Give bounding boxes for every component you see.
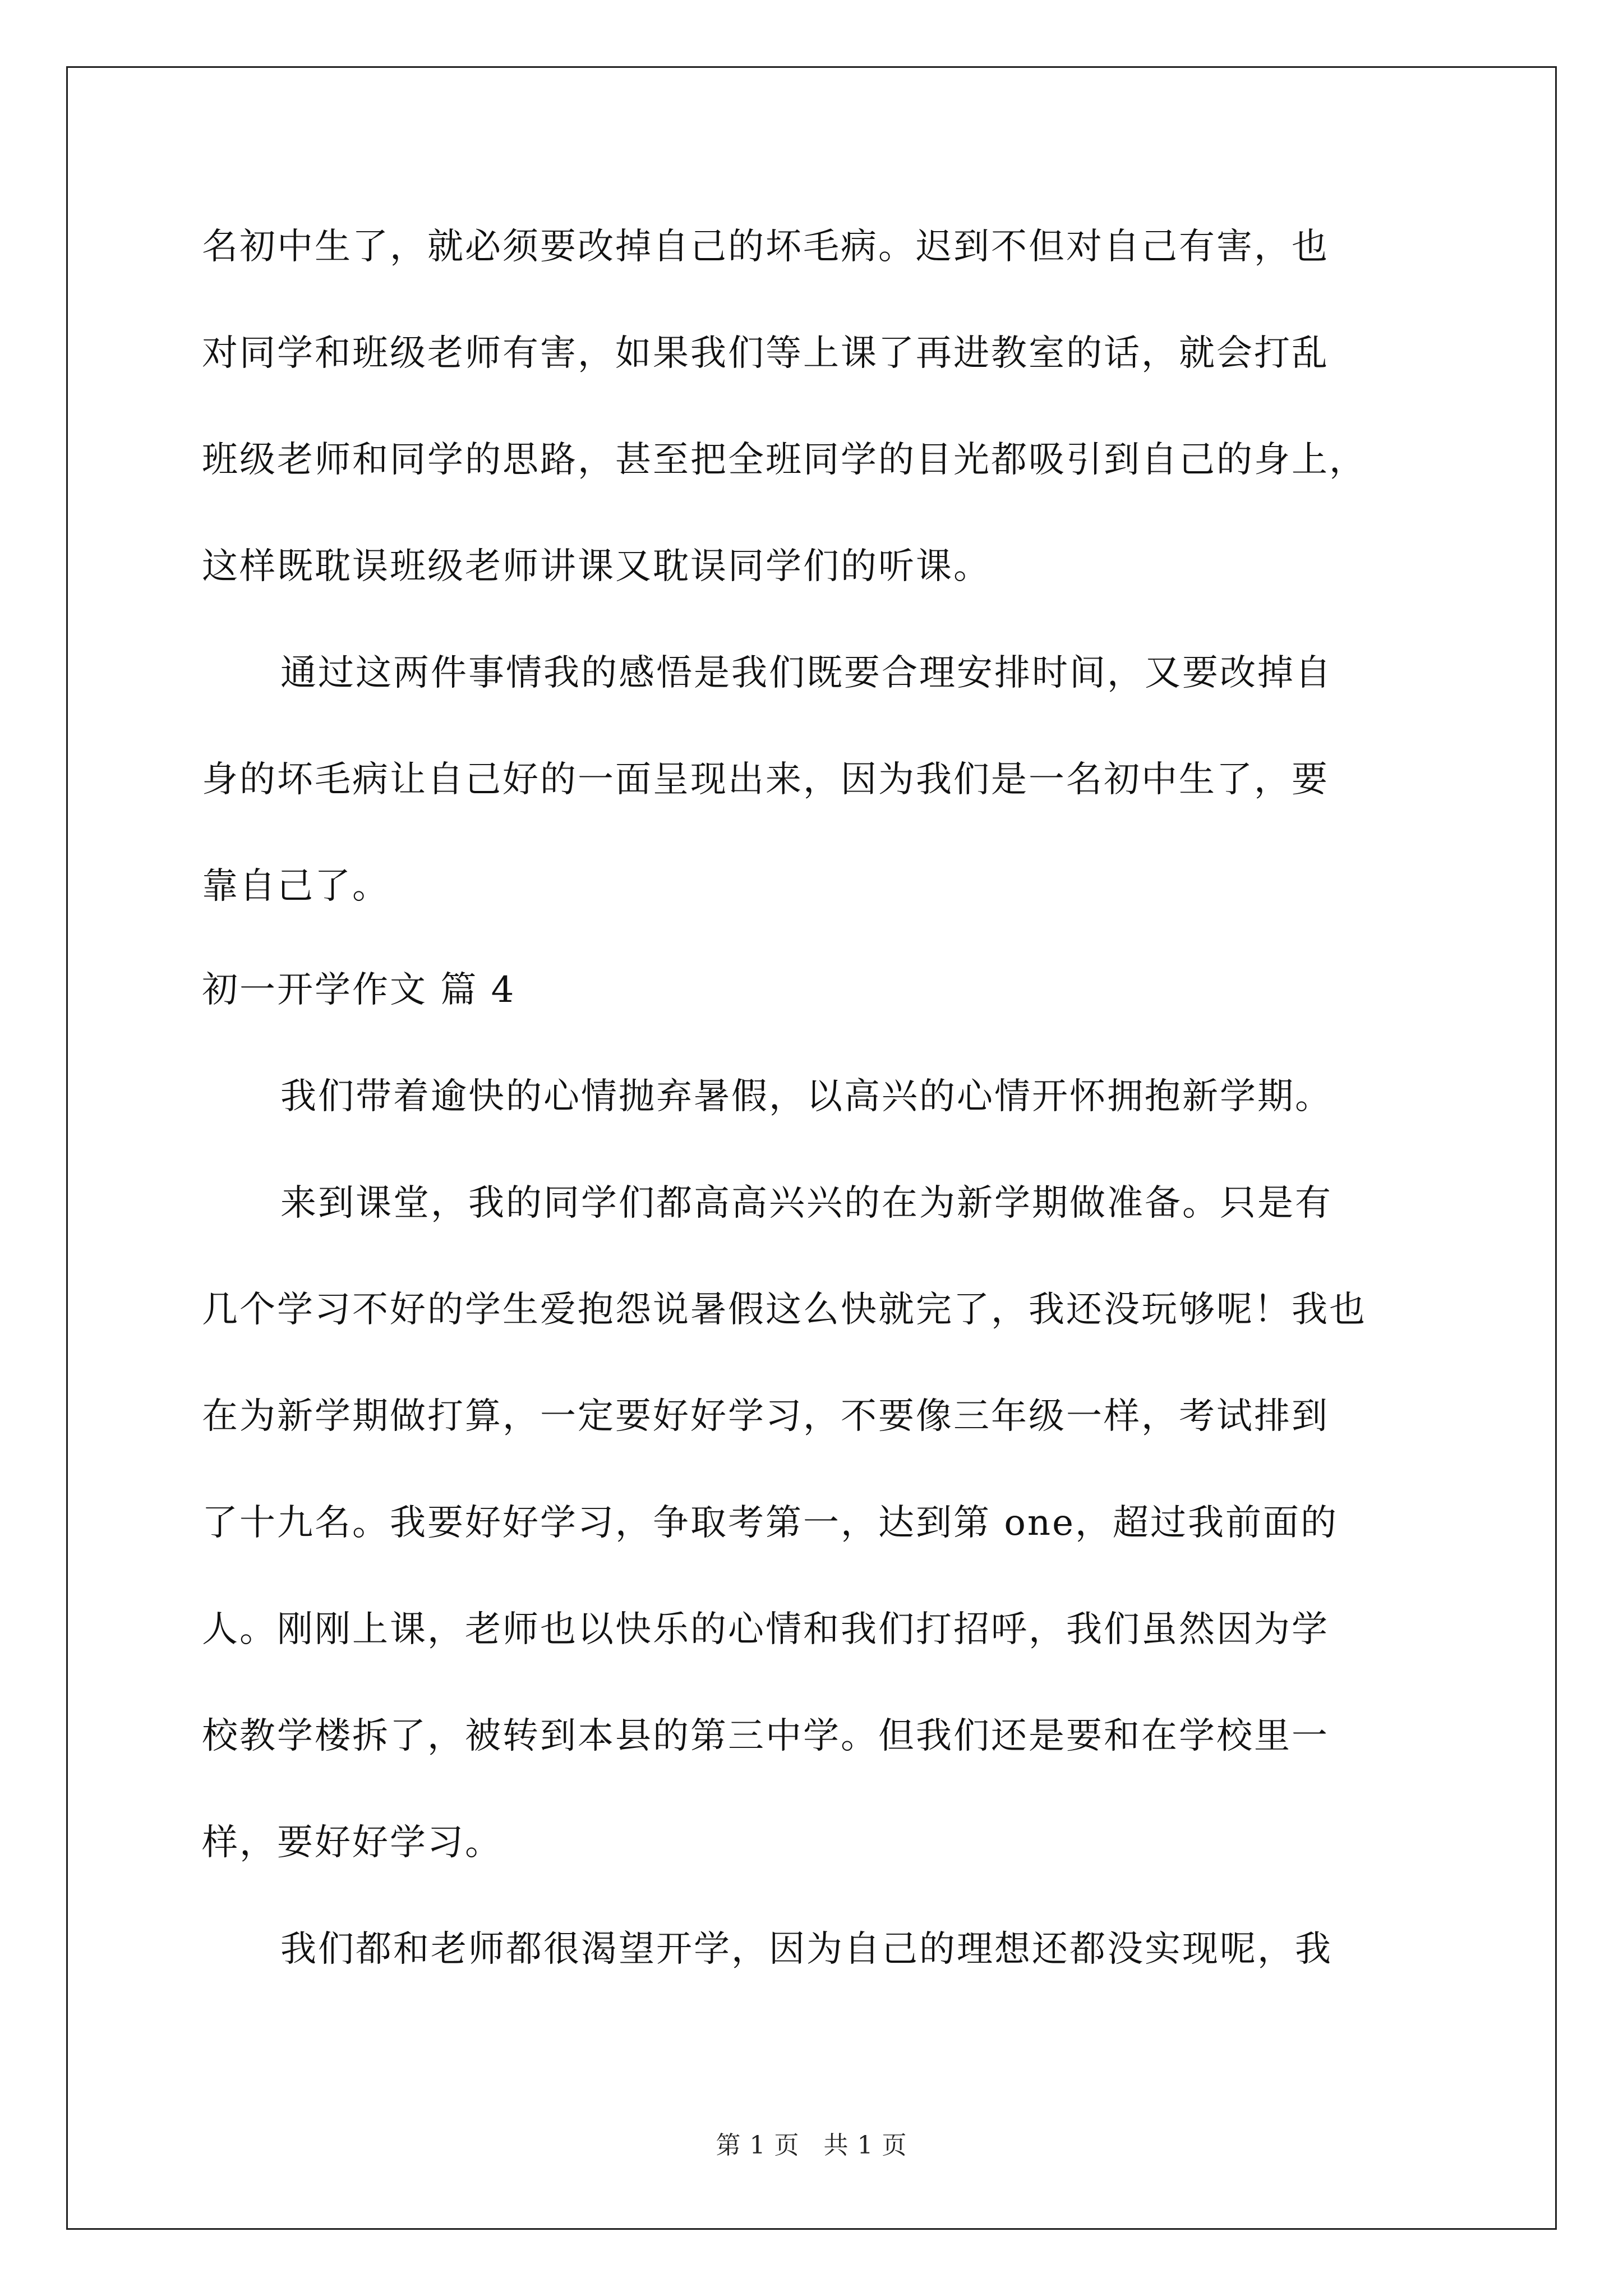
text-line-1: 名初中生了，就必须要改掉自己的坏毛病。迟到不但对自己有害，也 bbox=[202, 226, 1329, 268]
page-frame bbox=[66, 66, 1557, 2230]
page-total: 共 1 页 bbox=[823, 2131, 907, 2160]
text-line-16: 样，要好好学习。 bbox=[202, 1822, 502, 1864]
text-line-7: 靠自己了。 bbox=[202, 866, 390, 907]
text-line-2: 对同学和班级老师有害，如果我们等上课了再进教室的话，就会打乱 bbox=[202, 333, 1329, 374]
text-line-6: 身的坏毛病让自己好的一面呈现出来，因为我们是一名初中生了，要 bbox=[202, 759, 1329, 800]
text-line-14: 人。刚刚上课，老师也以快乐的心情和我们打招呼，我们虽然因为学 bbox=[202, 1609, 1329, 1650]
text-line-3: 班级老师和同学的思路，甚至把全班同学的目光都吸引到自己的身上， bbox=[202, 439, 1367, 481]
page-number: 第 1 页 bbox=[716, 2131, 800, 2160]
text-line-12: 在为新学期做打算，一定要好好学习，不要像三年级一样，考试排到 bbox=[202, 1396, 1329, 1437]
paragraph-start-line-17: 我们都和老师都很渴望开学，因为自己的理想还都没实现呢，我 bbox=[280, 1929, 1332, 1970]
page-footer bbox=[0, 2129, 1623, 2162]
paragraph-start-line-5: 通过这两件事情我的感悟是我们既要合理安排时间，又要改掉自 bbox=[280, 652, 1332, 694]
paragraph-start-line-9: 我们带着逾快的心情抛弃暑假，以高兴的心情开怀拥抱新学期。 bbox=[280, 1076, 1332, 1117]
text-line-13: 了十九名。我要好好学习，争取考第一，达到第 one，超过我前面的 bbox=[202, 1502, 1338, 1544]
section-heading: 初一开学作文 篇 4 bbox=[202, 969, 516, 1011]
text-line-11: 几个学习不好的学生爱抱怨说暑假这么快就完了，我还没玩够呢！我也 bbox=[202, 1289, 1367, 1331]
text-line-15: 校教学楼拆了，被转到本县的第三中学。但我们还是要和在学校里一 bbox=[202, 1715, 1329, 1757]
paragraph-start-line-10: 来到课堂，我的同学们都高高兴兴的在为新学期做准备。只是有 bbox=[280, 1182, 1332, 1224]
text-line-4: 这样既耽误班级老师讲课又耽误同学们的听课。 bbox=[202, 546, 991, 587]
